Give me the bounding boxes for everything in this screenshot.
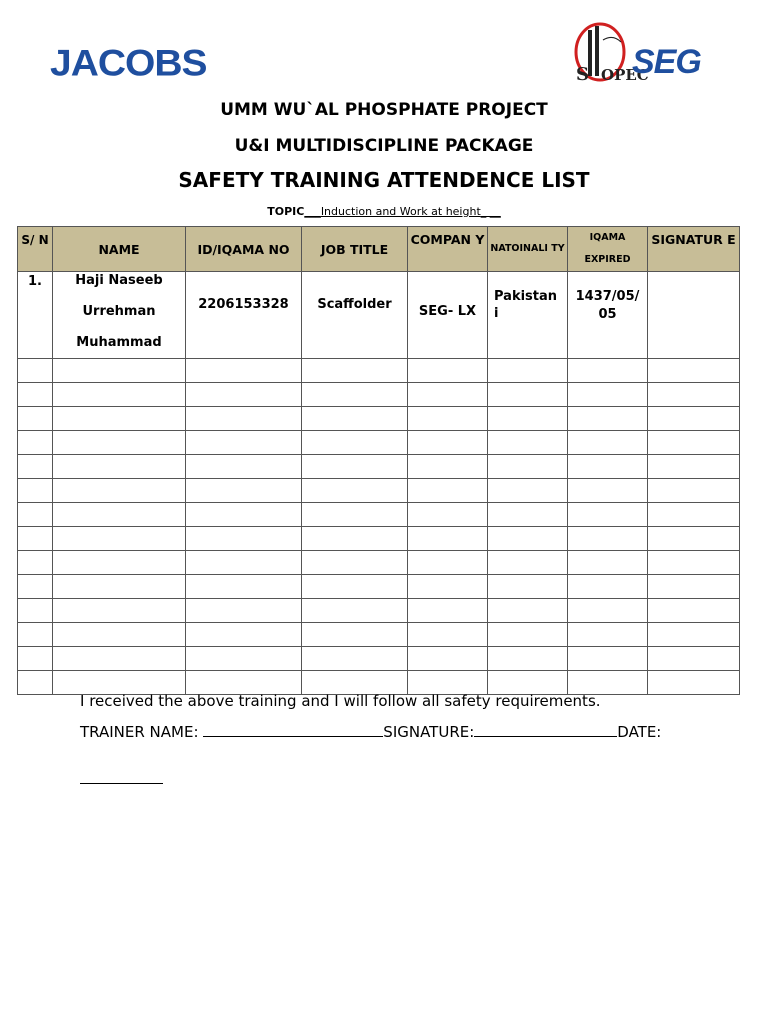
svg-text:S: S	[576, 64, 589, 85]
header-sn: S/ N	[18, 227, 53, 272]
trainer-name-label: TRAINER NAME:	[80, 723, 199, 741]
svg-text:OPEC: OPEC	[601, 66, 649, 84]
project-title: UMM WU`AL PHOSPHATE PROJECT	[220, 100, 548, 120]
date-label: DATE:	[617, 723, 662, 741]
table-row	[18, 272, 740, 359]
header-job-title: JOB TITLE	[302, 227, 408, 272]
signature-field[interactable]	[474, 735, 617, 737]
cell-iqama-expired: 1437/05/ 05	[568, 272, 648, 359]
topic-label: TOPIC	[267, 205, 305, 218]
seg-logo-text: SEG	[632, 43, 701, 81]
table-row	[18, 359, 740, 383]
cell-signature[interactable]	[648, 272, 740, 359]
topic-line: TOPIC___Induction and Work at height_ __	[267, 205, 501, 218]
training-acknowledgement: I received the above training and I will follow all safety requirements.	[80, 692, 601, 710]
header-signature: SIGNATUR E	[648, 227, 740, 272]
sinopec-seg-logo	[573, 22, 723, 88]
table-row	[18, 407, 740, 431]
cell-job-title: Scaffolder	[302, 272, 408, 359]
table-row	[18, 671, 740, 695]
header-id: ID/IQAMA NO	[186, 227, 302, 272]
table-row	[18, 503, 740, 527]
cell-nationality: Pakistan i	[488, 272, 568, 359]
cell-sn: 1.	[18, 272, 53, 359]
header-company: COMPAN Y	[408, 227, 488, 272]
jacobs-logo: JACOBS	[50, 43, 207, 84]
cell-name: Haji Naseeb Urrehman Muhammad	[53, 272, 186, 359]
header-name: NAME	[53, 227, 186, 272]
trainer-name-field[interactable]	[203, 735, 383, 737]
table-row	[18, 431, 740, 455]
date-field[interactable]	[80, 782, 163, 784]
package-title: U&I MULTIDISCIPLINE PACKAGE	[234, 136, 534, 156]
document-title: SAFETY TRAINING ATTENDENCE LIST	[178, 168, 590, 192]
trainer-signoff-line	[80, 723, 661, 741]
date-line	[80, 770, 163, 788]
table-row	[18, 383, 740, 407]
topic-value: Induction and Work at height	[320, 205, 481, 218]
cell-id: 2206153328	[186, 272, 302, 359]
table-row	[18, 623, 740, 647]
header-nationality: NATOINALI TY	[488, 227, 568, 272]
table-row	[18, 527, 740, 551]
table-row	[18, 575, 740, 599]
header-iqama-expired: IQAMA EXPIRED	[568, 227, 648, 272]
signature-label: SIGNATURE:	[383, 723, 475, 741]
cell-company: SEG- LX	[408, 272, 488, 359]
table-row	[18, 479, 740, 503]
attendance-table	[17, 226, 740, 695]
table-row	[18, 599, 740, 623]
table-row	[18, 551, 740, 575]
table-row	[18, 647, 740, 671]
table-row	[18, 455, 740, 479]
